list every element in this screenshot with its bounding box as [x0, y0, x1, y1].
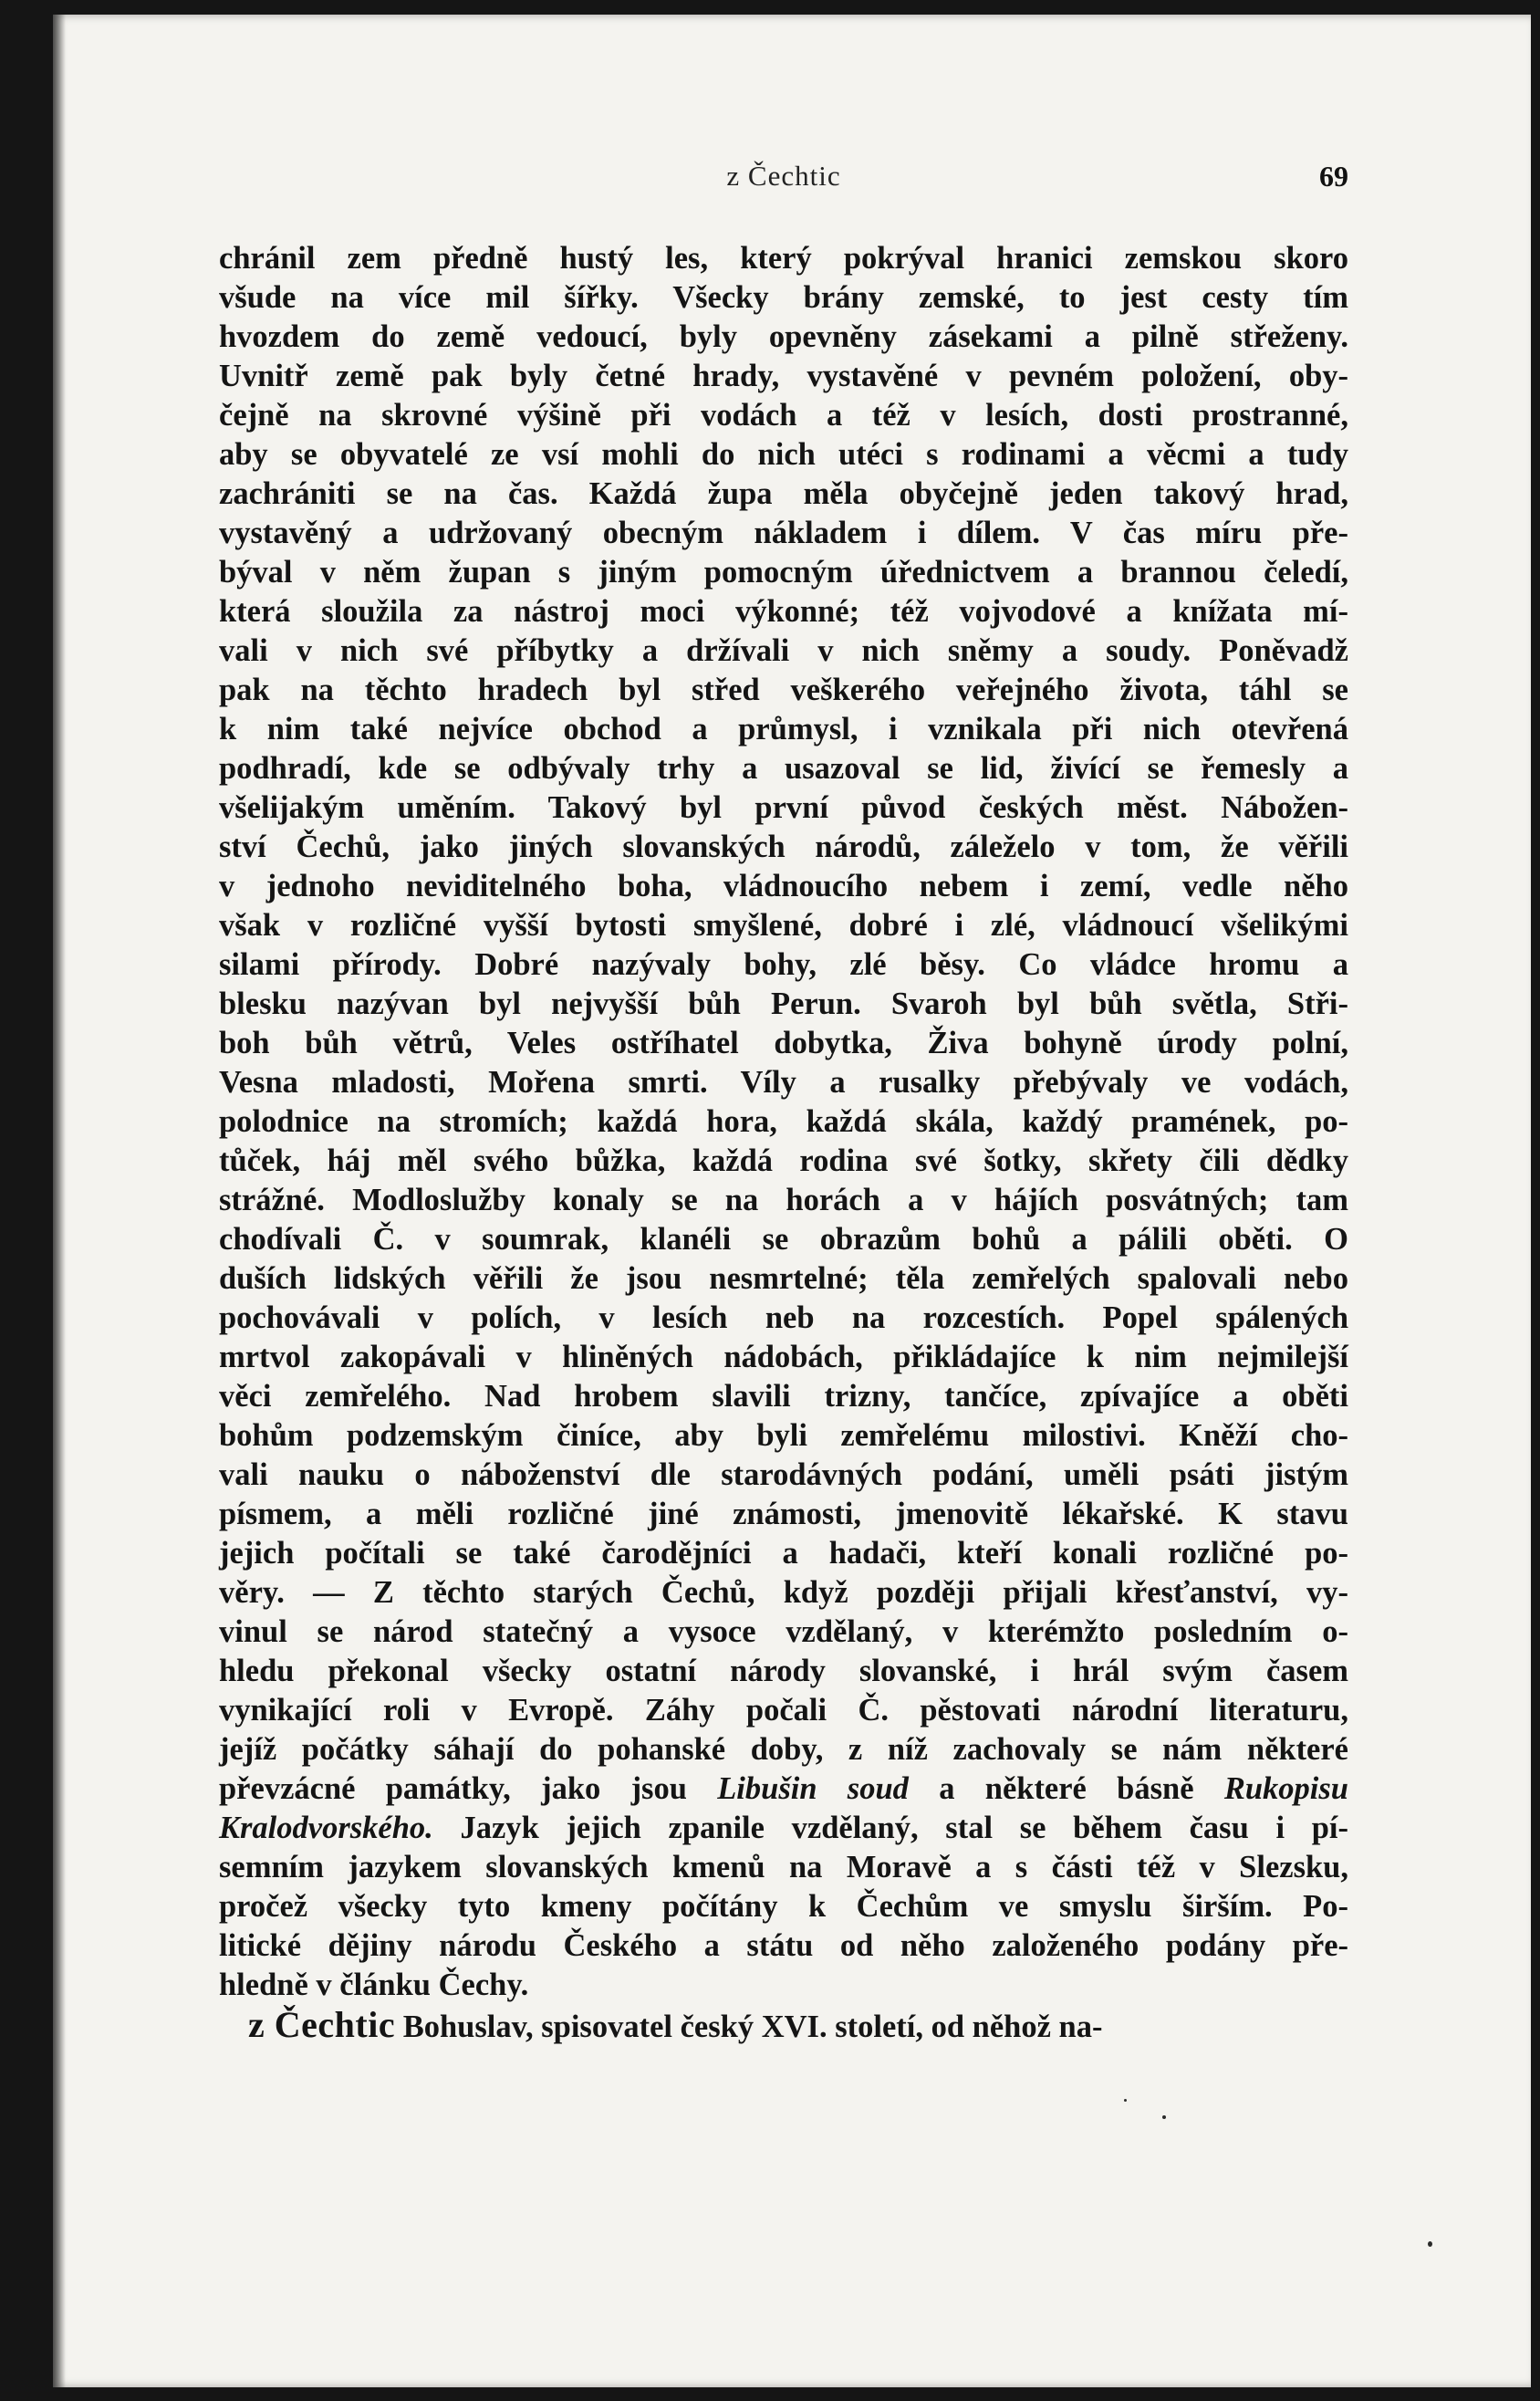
article-body [219, 239, 1348, 2044]
text-line: Kralodvorského. Jazyk jejich zpanile vzdělaný, stal se během času i pí- [219, 1811, 1348, 1845]
text-line: bohům podzemským činíce, aby byli zemřelému milostivi. Kněží cho- [219, 1418, 1348, 1453]
text-line: vystavěný a udržovaný obecným nákladem i dílem. V čas míru pře- [219, 516, 1348, 550]
text-line: Vesna mladosti, Mořena smrti. Víly a rusalky přebývaly ve vodách, [219, 1065, 1348, 1100]
text-line: mrtvol zakopávali v hliněných nádobách, přikládajíce k nim nejmilejší [219, 1340, 1348, 1374]
text-line: jejíž počátky sáhají do pohanské doby, z níž zachovaly se nám některé [219, 1732, 1348, 1767]
text-line: k nim také nejvíce obchod a průmysl, i vznikala při nich otevřená [219, 712, 1348, 746]
text-line: silami přírody. Dobré nazývaly bohy, zlé běsy. Co vládce hromu a [219, 947, 1348, 982]
text-line: semním jazykem slovanských kmenů na Moravě a s části též v Slezsku, [219, 1850, 1348, 1884]
text-line: věci zemřelého. Nad hrobem slavili trizny, tančíce, zpívajíce a oběti [219, 1379, 1348, 1414]
text-line: ství Čechů, jako jiných slovanských národů, záleželo v tom, že věřili [219, 830, 1348, 864]
text-line: polodnice na stromích; každá hora, každá skála, každý pramének, po- [219, 1104, 1348, 1139]
text-line: vynikající roli v Evropě. Záhy počali Č. pěstovati národní literaturu, [219, 1693, 1348, 1728]
text-line: vinul se národ statečný a vysoce vzdělaný, v kterémžto posledním o- [219, 1614, 1348, 1649]
text-line: býval v něm župan s jiným pomocným úřednictvem a brannou čeledí, [219, 555, 1348, 590]
text-line: čejně na skrovné výšině při vodách a též v lesích, dosti prostranné, [219, 398, 1348, 433]
text-line: věry. — Z těchto starých Čechů, když později přijali křesťanství, vy- [219, 1575, 1348, 1610]
text-line: hledu překonal všecky ostatní národy slovanské, i hrál svým časem [219, 1654, 1348, 1688]
text-line: chránil zem předně hustý les, který pokrýval hranici zemskou skoro [219, 241, 1348, 276]
text-line: vali nauku o náboženství dle starodávných podání, uměli psáti jistým [219, 1457, 1348, 1492]
text-line: všelijakým uměním. Takový byl první původ českých měst. Nábožen- [219, 790, 1348, 825]
text-line: aby se obyvatelé ze vsí mohli do nich utéci s rodinami a věcmi a tudy [219, 437, 1348, 472]
dust-speck [1428, 2241, 1432, 2247]
text-line: která sloužila za nástroj moci výkonné; též vojvodové a knížata mí- [219, 594, 1348, 629]
text-line: hvozdem do země vedoucí, byly opevněny zásekami a pilně střeženy. [219, 319, 1348, 354]
text-line: litické dějiny národu Českého a státu od něho založeného podány pře- [219, 1928, 1348, 1963]
article-lines [219, 239, 1348, 2005]
text-line: převzácné památky, jako jsou Libušin soud a některé básně Rukopisu [219, 1771, 1348, 1806]
text-line: hledně v článku Čechy. [219, 1968, 529, 2002]
text-line: duších lidských věřili že jsou nesmrtelné; těla zemřelých spalovali nebo [219, 1261, 1348, 1296]
text-line: strážné. Modloslužby konaly se na horách a v hájích posvátných; tam [219, 1183, 1348, 1217]
text-line: blesku nazývan byl nejvyšší bůh Perun. Svaroh byl bůh světla, Stři- [219, 986, 1348, 1021]
next-entry-line [219, 2005, 1348, 2044]
text-line: pak na těchto hradech byl střed veškerého veřejného života, táhl se [219, 673, 1348, 707]
text-line: jejich počítali se také čarodějníci a hadači, kteří konali rozličné po- [219, 1536, 1348, 1571]
text-line: v jednoho neviditelného boha, vládnoucího nebem i zemí, vedle něho [219, 869, 1348, 903]
dust-speck [1162, 2115, 1166, 2119]
text-line: však v rozličné vyšší bytosti smyšlené, dobré i zlé, vládnoucí všelikými [219, 908, 1348, 943]
entry-headword: z Čechtic [248, 2004, 396, 2045]
dust-speck [1124, 2099, 1127, 2102]
text-line: Uvnitř země pak byly četné hrady, vystavěné v pevném položení, oby- [219, 359, 1348, 393]
running-head: z Čechtic [726, 160, 841, 192]
binding-shadow [53, 15, 66, 2387]
page-number: 69 [1319, 160, 1348, 193]
text-line: chodívali Č. v soumrak, klanéli se obrazům bohů a pálili oběti. O [219, 1222, 1348, 1257]
text-line: písmem, a měli rozličné jiné známosti, jmenovitě lékařské. K stavu [219, 1497, 1348, 1531]
page-header [219, 160, 1348, 196]
text-line: pročež všecky tyto kmeny počítány k Čechům ve smyslu širším. Po- [219, 1889, 1348, 1924]
text-line: podhradí, kde se odbývaly trhy a usazoval se lid, živící se řemesly a [219, 751, 1348, 786]
text-line: všude na více mil šířky. Všecky brány zemské, to jest cesty tím [219, 280, 1348, 315]
text-line: boh bůh větrů, Veles ostříhatel dobytka, Živa bohyně úrody polní, [219, 1026, 1348, 1060]
text-line: zachrániti se na čas. Každá župa měla obyčejně jeden takový hrad, [219, 476, 1348, 511]
text-line: vali v nich své příbytky a držívali v nich sněmy a soudy. Poněvadž [219, 633, 1348, 668]
text-line: pochovávali v polích, v lesích neb na rozcestích. Popel spálených [219, 1300, 1348, 1335]
entry-text: Bohuslav, spisovatel český XVI. století, od něhož na- [402, 2010, 1103, 2044]
text-line: tůček, háj měl svého bůžka, každá rodina své šotky, skřety čili dědky [219, 1143, 1348, 1178]
